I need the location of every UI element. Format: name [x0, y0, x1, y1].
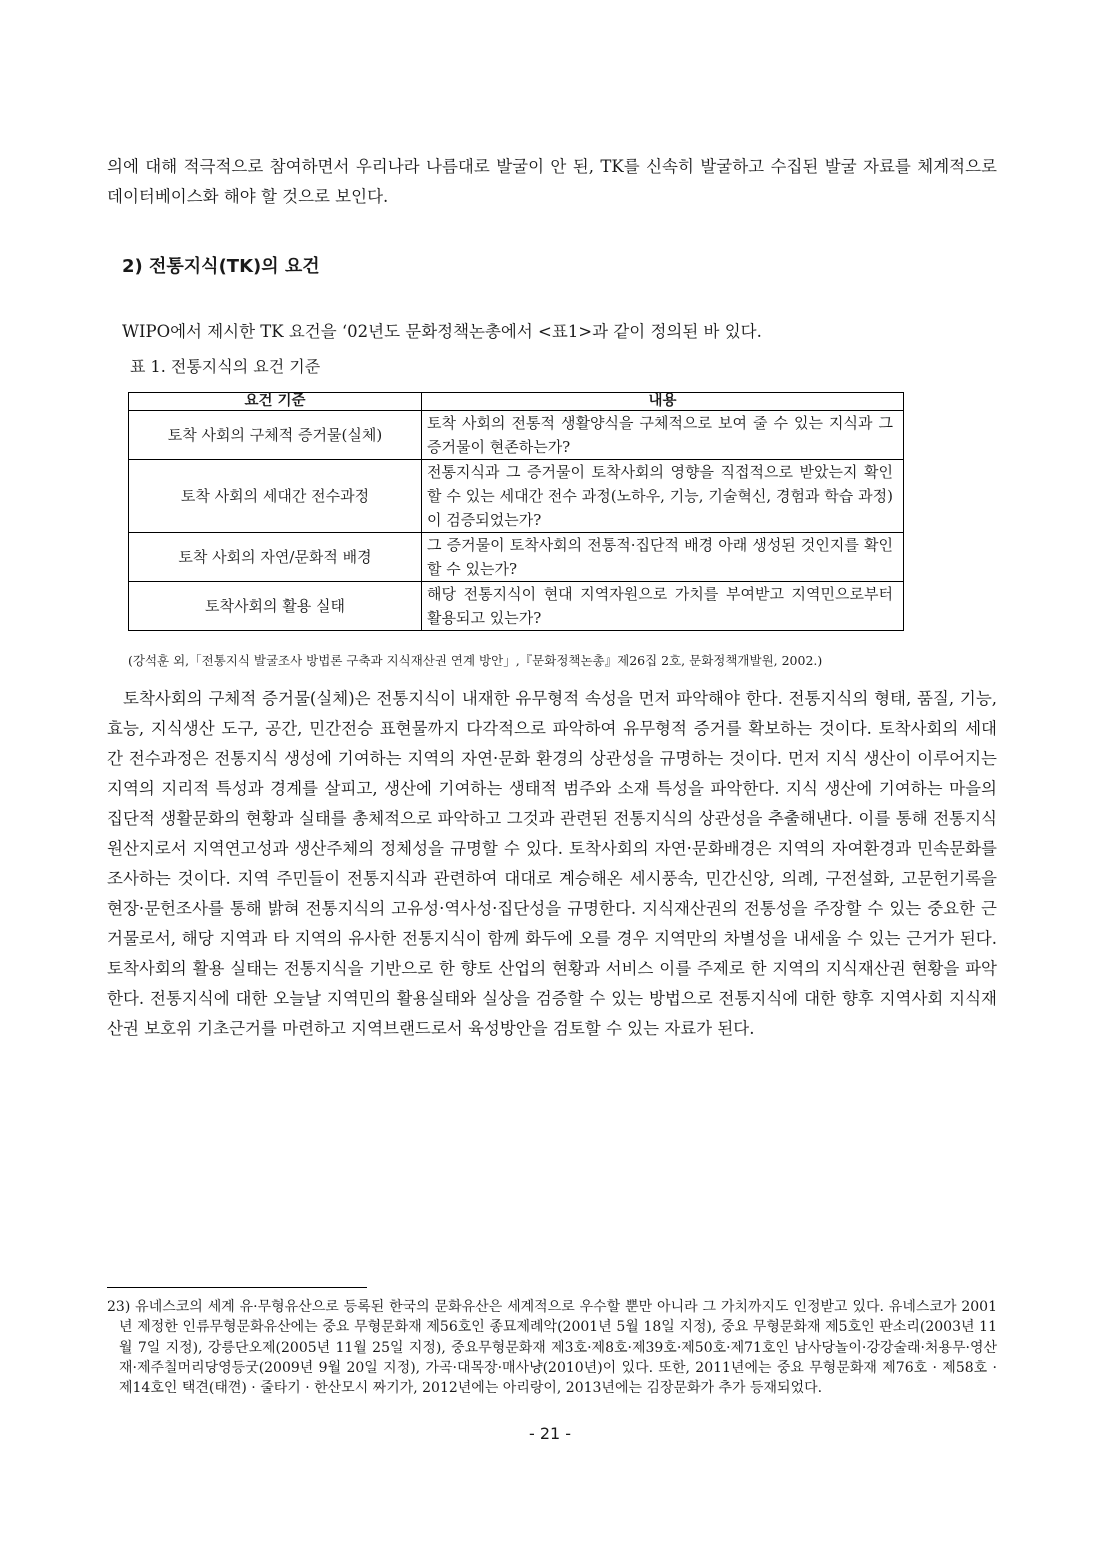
content-cell: 해당 전통지식이 현대 지역자원으로 가치를 부여받고 지역민으로부터 활용되고 있는가?: [422, 582, 904, 631]
section-heading: 2) 전통지식(TK)의 요건: [122, 256, 320, 277]
header-requirement: 요건 기준: [129, 393, 422, 411]
requirement-cell: 토착 사회의 세대간 전수과정: [129, 460, 422, 533]
requirement-cell: 토착 사회의 자연/문화적 배경: [129, 533, 422, 582]
table-row: [129, 533, 904, 582]
table-source-citation: (강석훈 외,「전통지식 발굴조사 방법론 구축과 지식재산권 연계 방안」,『문화정책논총』제26집 2호, 문화정책개발원, 2002.): [128, 653, 823, 668]
table-row: [129, 460, 904, 533]
lead-sentence: WIPO에서 제시한 TK 요건을 ‘02년도 문화정책논총에서 <표1>과 같이 정의된 바 있다.: [122, 322, 762, 341]
page-number: - 21 -: [528, 1424, 572, 1443]
body-paragraph: 토착사회의 구체적 증거물(실체)은 전통지식이 내재한 유무형적 속성을 먼저 파악해야 한다. 전통지식의 형태, 품질, 기능, 효능, 지식생산 도구, 공간, 민간전승 표현물까지 다각적으로 파악하여 유무형적 증거를 확보하는 것이다. 토착사회의 세대 간 전수과정은 전통지식 생성에 기여하는 지역의 자연·문화 환경의 상관성을 규명하는 것이다. 먼저 지식 생산이 이루어지는 지역의 지리적 특성과 경계를 살피고, 생산에 기여하는 생태적 범주와 소재 특성을 파악한다. 지식 생산에 기여하는 마을의 집단적 생활문화의 현황과 실태를 총체적으로 파악하고 그것과 관련된 전통지식의 상관성을 추출해낸다. 이를 통해 전통지식 원산지로서 지역연고성과 생산주체의 정체성을 규명할 수 있다. 토착사회의 자연·문화배경은 지역의 자여환경과 민속문화를 조사하는 것이다. 지역 주민들이 전통지식과 관련하여 대대로 계승해온 세시풍속, 민간신앙, 의례, 구전설화, 고문헌기록을 현장·문헌조사를 통해 밝혀 전통지식의 고유성·역사성·집단성을 규명한다. 지식재산권의 전통성을 주장할 수 있는 중요한 근거물로서, 해당 지역과 타 지역의 유사한 전통지식이 함께 화두에 오를 경우 지역만의 차별성을 내세울 수 있는 근거가 된다. 토착사회의 활용 실태는 전통지식을 기반으로 한 향토 산업의 현황과 서비스 이를 주제로 한 지역의 지식재산권 현황을 파악한다. 전통지식에 대한 오늘날 지역민의 활용실태와 실상을 검증할 수 있는 방법으로 전통지식에 대한 향후 지역사회 지식재산권 보호위 기초근거를 마련하고 지역브랜드로서 육성방안을 검토할 수 있는 자료가 된다.: [107, 689, 997, 1038]
requirement-cell: 토착 사회의 구체적 증거물(실체): [129, 411, 422, 460]
content-cell: 그 증거물이 토착사회의 전통적·집단적 배경 아래 생성된 것인지를 확인 할 수 있는가?: [422, 533, 904, 582]
footnote-23: 23) 유네스코의 세계 유·무형유산으로 등록된 한국의 문화유산은 세계적으로 우수할 뿐만 아니라 그 가치까지도 인정받고 있다. 유네스코가 2001년 제정한 인류무형문화유산에는 중요 무형문화재 제56호인 종묘제례악(2001년 5월 18일 지정), 중요 무형문화재 제5호인 판소리(2003년 11월 7일 지정), 강릉단오제(2005년 11월 25일 지정), 중요무형문화재 제3호·제8호·제39호·제50호·제71호인 남사당놀이·강강술래·처용무·영산재·제주칠머리당영등굿(2009년 9월 20일 지정), 가곡·대목장·매사냥(2010년)이 있다. 또한, 2011년에는 중요 무형문화재 제76호 · 제58호 · 제14호인 택견(태껸) · 줄타기 · 한산모시 짜기가, 2012년에는 아리랑이, 2013년에는 김장문화가 추가 등재되었다.: [107, 1299, 997, 1397]
header-content: 내용: [422, 393, 904, 411]
content-cell: 토착 사회의 전통적 생활양식을 구체적으로 보여 줄 수 있는 지식과 그 증거물이 현존하는가?: [422, 411, 904, 460]
requirements-table: [128, 392, 904, 631]
table-row: [129, 411, 904, 460]
footnote-divider: [107, 1287, 367, 1288]
content-cell: 전통지식과 그 증거물이 토착사회의 영향을 직접적으로 받았는지 확인 할 수 있는 세대간 전수 과정(노하우, 기능, 기술혁신, 경험과 학습 과정)이 검증되었는가?: [422, 460, 904, 533]
intro-paragraph: 의에 대해 적극적으로 참여하면서 우리나라 나름대로 발굴이 안 된, TK를 신속히 발굴하고 수집된 발굴 자료를 체계적으로 데이터베이스화 해야 할 것으로 보인다.: [107, 157, 997, 206]
table-caption: 표 1. 전통지식의 요건 기준: [130, 357, 321, 376]
table-header-row: [129, 393, 904, 411]
table-row: [129, 582, 904, 631]
requirement-cell: 토착사회의 활용 실태: [129, 582, 422, 631]
